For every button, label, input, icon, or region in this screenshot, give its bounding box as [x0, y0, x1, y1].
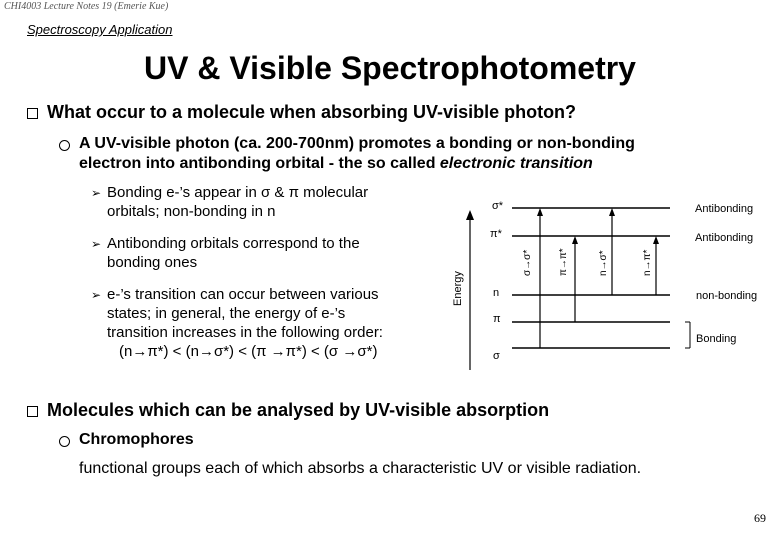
- pi-star-label: π*: [490, 228, 502, 240]
- question-2: Molecules which can be analysed by UV-visible absorption: [47, 400, 550, 420]
- energy-level-diagram: [440, 190, 770, 375]
- chromophores-heading: Chromophores: [79, 431, 194, 448]
- arrow-up-icon: [653, 236, 659, 244]
- point-1-line2: orbitals; non-bonding in n: [107, 203, 276, 220]
- energy-axis-label: Energy: [452, 271, 464, 306]
- slide-title: UV & Visible Spectrophotometry: [144, 50, 636, 86]
- arrow-up-icon: [609, 208, 615, 216]
- chromophores-description: functional groups each of which absorbs a characteristic UV or visible radiation.: [79, 460, 642, 477]
- antibonding-label-2: Antibonding: [695, 232, 754, 244]
- section-title: Spectroscopy Application: [27, 22, 173, 37]
- sigma-label: σ: [493, 350, 500, 362]
- point-3-line3: transition increases in the following order:: [107, 324, 383, 341]
- n-label: n: [493, 287, 500, 299]
- arrow-bullet-icon: ➢: [91, 186, 102, 200]
- point-2: [107, 234, 360, 272]
- q1-sub-line2-text: electron into antibonding orbital - the so called: [79, 155, 440, 172]
- transition-order: (n→π*) < (n→σ*) < (π →π*) < (σ →σ*): [119, 343, 378, 360]
- transition-label-sigma-sigma-star: σ→σ*: [522, 249, 533, 276]
- q1-sub-line2: [79, 154, 769, 174]
- transition-label-pi-pi-star: π→π*: [558, 248, 569, 276]
- electronic-transition-term: electronic transition: [439, 155, 593, 172]
- circle-bullet-icon: [59, 436, 70, 447]
- arrow-up-icon: [572, 236, 578, 244]
- question-1: What occur to a molecule when absorbing UV-visible photon?: [47, 102, 577, 122]
- point-3-line1: e-’s transition can occur between various: [107, 286, 379, 303]
- pi-label: π: [493, 313, 501, 325]
- circle-bullet-icon: [59, 140, 70, 151]
- bonding-label: Bonding: [696, 333, 737, 345]
- point-3: [107, 285, 383, 361]
- nonbonding-label: non-bonding: [696, 290, 758, 302]
- arrow-up-icon: [537, 208, 543, 216]
- point-3-line2: states; in general, the energy of e-’s: [107, 305, 346, 322]
- lecture-note-header: CHI4003 Lecture Notes 19 (Emerie Kue): [4, 1, 169, 12]
- transition-label-n-pi-star: n→π*: [642, 249, 653, 276]
- sigma-star-label: σ*: [492, 200, 504, 212]
- arrow-bullet-icon: ➢: [91, 237, 102, 251]
- square-bullet-icon: [27, 406, 38, 417]
- page-number: 69: [754, 511, 766, 525]
- point-1-line1: Bonding e-’s appear in σ & π molecular: [107, 184, 369, 201]
- square-bullet-icon: [27, 108, 38, 119]
- energy-axis-arrow-icon: [466, 210, 474, 220]
- point-2-line1: Antibonding orbitals correspond to the: [107, 235, 360, 252]
- q1-sub-point: [79, 134, 769, 174]
- point-2-line2: bonding ones: [107, 254, 198, 271]
- q1-sub-line1: A UV-visible photon (ca. 200-700nm) promotes a bonding or non-bonding: [79, 135, 635, 152]
- antibonding-label-1: Antibonding: [695, 203, 754, 215]
- point-1: [107, 183, 368, 221]
- transition-label-n-sigma-star: n→σ*: [598, 250, 609, 276]
- arrow-bullet-icon: ➢: [91, 288, 102, 302]
